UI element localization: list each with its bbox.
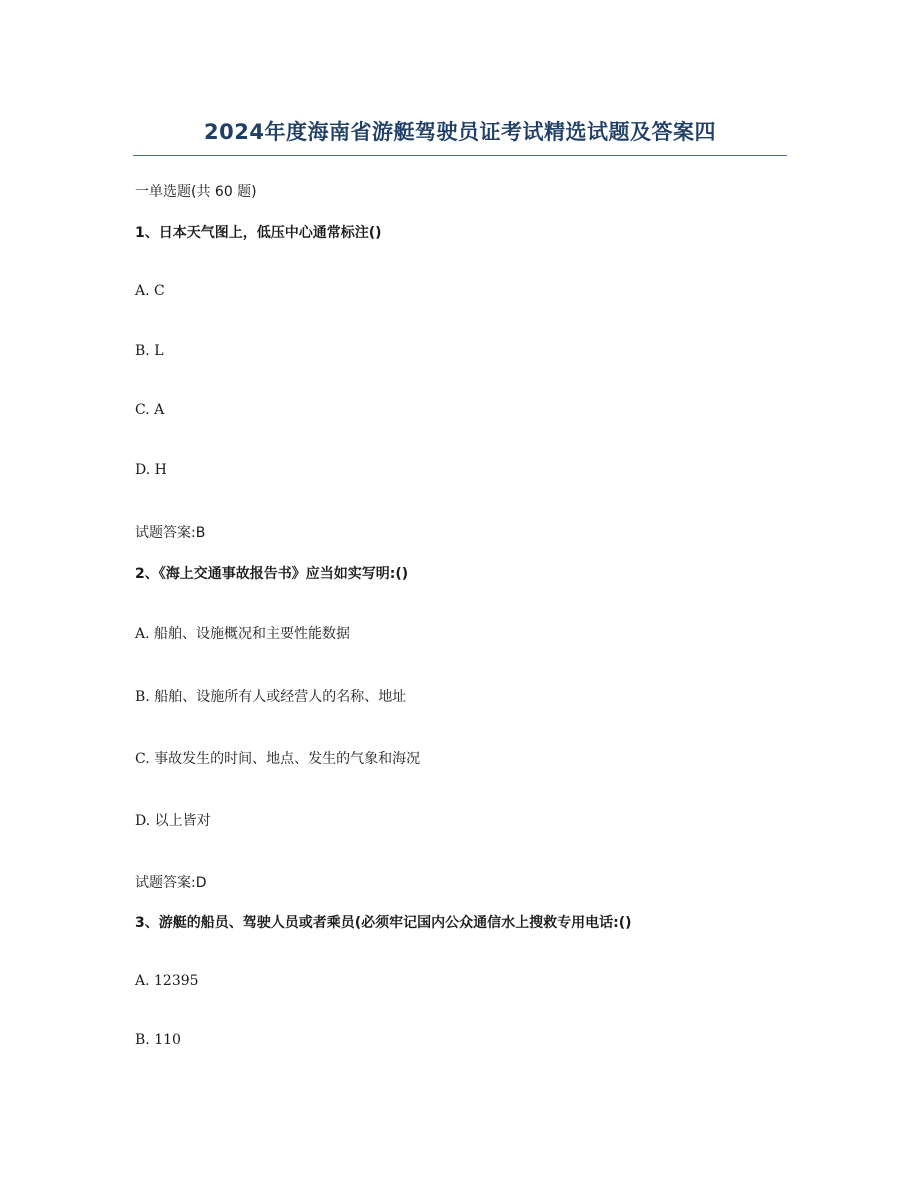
question-1-stem: 1、日本天气图上，低压中心通常标注() (135, 225, 382, 241)
question-2-option-c: C. 事故发生的时间、地点、发生的气象和海况 (135, 751, 421, 767)
question-3-option-b: B. 110 (135, 1032, 181, 1048)
question-1-option-d: D. H (135, 462, 167, 478)
document-title: 2024年度海南省游艇驾驶员证考试精选试题及答案四 (204, 120, 716, 144)
question-2-option-b: B. 船舶、设施所有人或经营人的名称、地址 (135, 689, 407, 705)
question-1-option-a: A. C (135, 283, 165, 299)
question-2-option-d: D. 以上皆对 (135, 813, 211, 829)
title-divider (133, 155, 787, 156)
question-1-answer: 试题答案:B (135, 525, 206, 541)
question-2-stem: 2、《海上交通事故报告书》应当如实写明:() (135, 566, 409, 582)
question-2-answer: 试题答案:D (135, 875, 207, 891)
question-2-option-a: A. 船舶、设施概况和主要性能数据 (135, 626, 351, 642)
question-3-stem: 3、游艇的船员、驾驶人员或者乘员(必须牢记国内公众通信水上搜救专用电话:() (135, 915, 632, 931)
question-1-option-c: C. A (135, 402, 165, 418)
section-heading: 一单选题(共 60 题) (135, 184, 257, 200)
question-3-option-a: A. 12395 (135, 973, 199, 989)
question-1-option-b: B. L (135, 343, 164, 359)
